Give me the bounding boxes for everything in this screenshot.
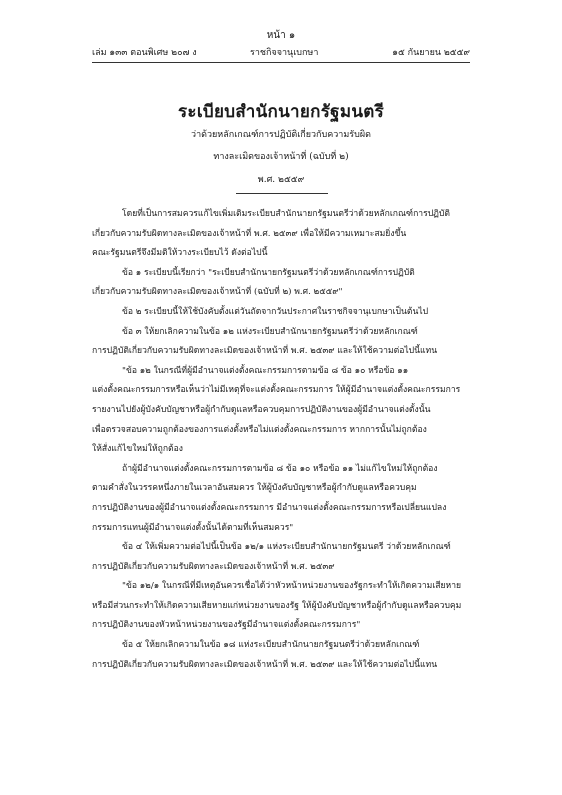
clause-1-line: เกี่ยวกับความรับผิดทางละเมิดของเจ้าหน้าที่ (ฉบับที่ ๒) พ.ศ. ๒๕๕๙" <box>92 287 343 298</box>
document-title: ระเบียบสำนักนายกรัฐมนตรี <box>177 102 385 122</box>
clause-5-line: ข้อ ๕ ให้ยกเลิกความในข้อ ๑๘ แห่งระเบียบสำนักนายกรัฐมนตรีว่าด้วยหลักเกณฑ์ <box>122 640 420 651</box>
clause-5-line: การปฏิบัติเกี่ยวกับความรับผิดทางละเมิดของเจ้าหน้าที่ พ.ศ. ๒๕๓๙ และให้ใช้ความต่อไปนี้แทน <box>92 659 438 670</box>
preamble-line: คณะรัฐมนตรีจึงมีมติให้วางระเบียบไว้ ดังต่อไปนี้ <box>92 248 268 259</box>
clause-3-quote-para-2-line: ตามคำสั่งในวรรคหนึ่งภายในเวลาอันสมควร ให้ผู้บังคับบัญชาหรือผู้กำกับดูแลหรือควบคุม <box>92 483 417 494</box>
gazette-name: ราชกิจจานุเบกษา <box>250 48 319 58</box>
title-divider <box>236 193 328 194</box>
clause-3-quote-line: เพื่อตรวจสอบความถูกต้องของการแต่งตั้งหรือไม่แต่งตั้งคณะกรรมการ หากการนั้นไม่ถูกต้อง <box>92 424 427 435</box>
clause-3-line: การปฏิบัติเกี่ยวกับความรับผิดทางละเมิดของเจ้าหน้าที่ พ.ศ. ๒๕๓๙ และให้ใช้ความต่อไปนี้แทน <box>92 346 438 357</box>
clause-3-quote-para-2-line: ถ้าผู้มีอำนาจแต่งตั้งคณะกรรมการตามข้อ ๘ ข้อ ๑๐ หรือข้อ ๑๑ ไม่แก้ไขใหม่ให้ถูกต้อง <box>122 463 438 474</box>
clause-4-quote-line: การปฏิบัติงานของหัวหน้าหน่วยงานของรัฐมีอำนาจแต่งตั้งคณะกรรมการ" <box>92 620 361 631</box>
clause-3-quote-para-2-line: การปฏิบัติงานของผู้มีอำนาจแต่งตั้งคณะกรรมการ มีอำนาจแต่งตั้งคณะกรรมการหรือเปลี่ยนแปลง <box>92 502 447 513</box>
page-number: หน้า ๑ <box>266 30 296 41</box>
clause-4-line: ข้อ ๔ ให้เพิ่มความต่อไปนี้เป็นข้อ ๑๒/๑ แห่งระเบียบสำนักนายกรัฐมนตรี ว่าด้วยหลักเกณฑ์ <box>122 542 451 553</box>
issue-number: เล่ม ๑๓๓ ตอนพิเศษ ๒๐๗ ง <box>92 48 197 58</box>
gazette-header <box>92 45 470 59</box>
subtitle-line-1: ว่าด้วยหลักเกณฑ์การปฏิบัติเกี่ยวกับความรับผิด <box>191 130 371 140</box>
clause-3-quote-line: "ข้อ ๑๒ ในกรณีที่ผู้มีอำนาจแต่งตั้งคณะกรรมการตามข้อ ๘ ข้อ ๑๐ หรือข้อ ๑๑ <box>122 365 409 376</box>
clause-3-line: ข้อ ๓ ให้ยกเลิกความในข้อ ๑๒ แห่งระเบียบสำนักนายกรัฐมนตรีว่าด้วยหลักเกณฑ์ <box>122 326 418 337</box>
clause-4-quote-line: หรือมีส่วนกระทำให้เกิดความเสียหายแก่หน่วยงานของรัฐ ให้ผู้บังคับบัญชาหรือผู้กำกับดูแลหรือควบคุม <box>92 600 462 611</box>
clause-4-line: การปฏิบัติเกี่ยวกับความรับผิดทางละเมิดของเจ้าหน้าที่ พ.ศ. ๒๕๓๙ <box>92 561 335 572</box>
header-divider <box>92 62 470 63</box>
subtitle-line-2: ทางละเมิดของเจ้าหน้าที่ (ฉบับที่ ๒) <box>213 152 349 162</box>
publication-date: ๑๕ กันยายน ๒๕๕๙ <box>392 48 470 58</box>
preamble-line: โดยที่เป็นการสมควรแก้ไขเพิ่มเติมระเบียบสำนักนายกรัฐมนตรีว่าด้วยหลักเกณฑ์การปฏิบัติ <box>122 209 450 219</box>
document-body <box>92 205 470 675</box>
clause-3-quote-line: ให้สั่งแก้ไขใหม่ให้ถูกต้อง <box>92 444 183 455</box>
clause-1-line: ข้อ ๑ ระเบียบนี้เรียกว่า "ระเบียบสำนักนายกรัฐมนตรีว่าด้วยหลักเกณฑ์การปฏิบัติ <box>122 267 415 278</box>
clause-3-quote-para-2-line: กรรมการแทนผู้มีอำนาจแต่งตั้งนั้นได้ตามที่เห็นสมควร" <box>92 522 294 533</box>
clause-2-line: ข้อ ๒ ระเบียบนี้ให้ใช้บังคับตั้งแต่วันถัดจากวันประกาศในราชกิจจานุเบกษาเป็นต้นไป <box>122 306 429 317</box>
subtitle-year: พ.ศ. ๒๕๕๙ <box>257 175 305 185</box>
clause-3-quote-line: แต่งตั้งคณะกรรมการหรือเห็นว่าไม่มีเหตุที่จะแต่งตั้งคณะกรรมการ ให้ผู้มีอำนาจแต่งตั้งคณะกรรมการ <box>92 385 461 396</box>
clause-4-quote-line: "ข้อ ๑๒/๑ ในกรณีที่มีเหตุอันควรเชื่อได้ว่าหัวหน้าหน่วยงานของรัฐกระทำให้เกิดความเสียหาย <box>122 581 462 592</box>
preamble-line: เกี่ยวกับความรับผิดทางละเมิดของเจ้าหน้าที่ พ.ศ. ๒๕๓๙ เพื่อให้มีความเหมาะสมยิ่งขึ้น <box>92 228 407 239</box>
clause-3-quote-line: รายงานไปยังผู้บังคับบัญชาหรือผู้กำกับดูแลหรือควบคุมการปฏิบัติงานของผู้มีอำนาจแต่งตั้งนั้น <box>92 404 431 415</box>
